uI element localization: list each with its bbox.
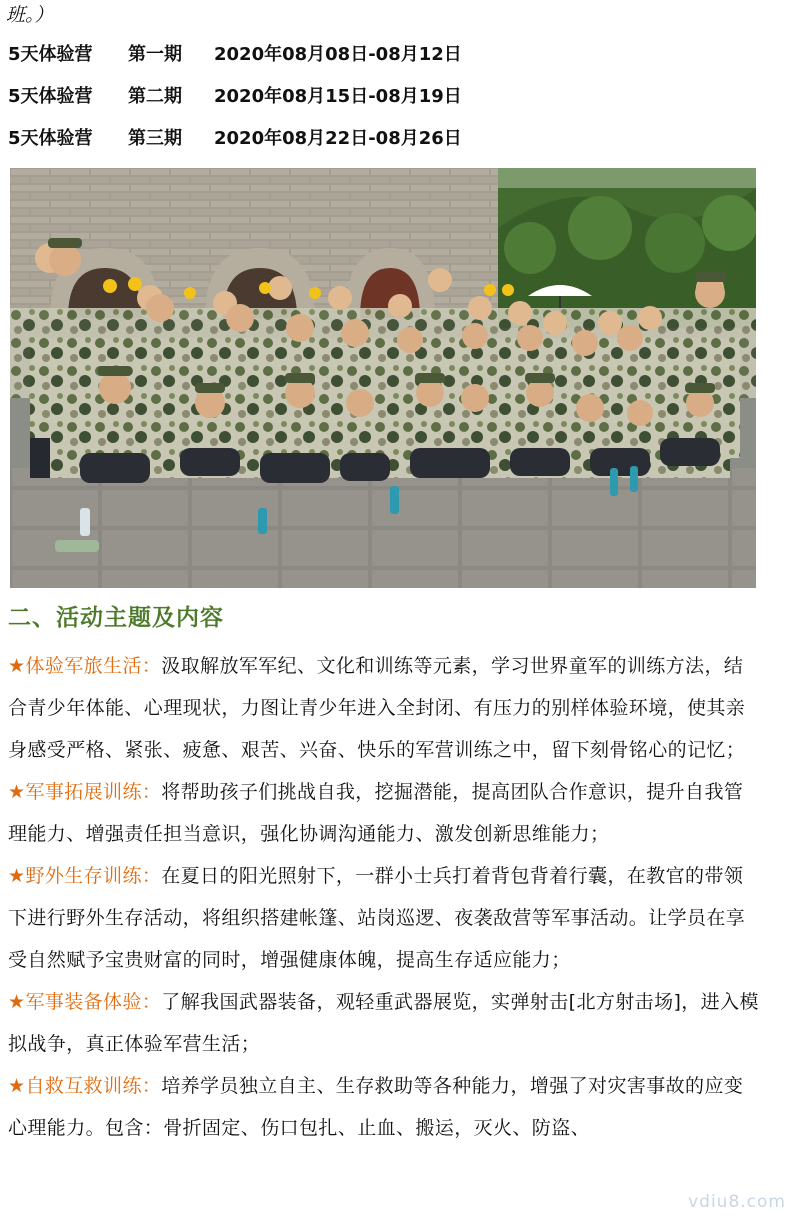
session-row bbox=[8, 84, 462, 110]
activity-text: 汲取解放军军纪、文化和训练等元素，学习世界童军的训练方法，结合青少年体能、心理现状，力图让青少年进入全封闭、有压力的别样体验环境，使其亲身感受严格、紧张、疲惫、艰苦、兴奋、快乐的军营训练之中，留下刻骨铭心的记忆； bbox=[8, 655, 746, 761]
activity-list bbox=[8, 645, 760, 1149]
group-photo-illustration bbox=[10, 168, 756, 588]
activity-label: 军事装备体验： bbox=[25, 991, 162, 1013]
session-type: 5天体验营 bbox=[8, 128, 93, 149]
group-photo bbox=[10, 168, 756, 588]
session-phase: 第二期 bbox=[128, 86, 182, 107]
activity-text: 将帮助孩子们挑战自我，挖掘潜能，提高团队合作意识，提升自我管理能力、增强责任担当意识，强化协调沟通能力、激发创新思维能力； bbox=[8, 781, 744, 845]
activity-item bbox=[8, 1065, 760, 1149]
activity-item bbox=[8, 855, 760, 981]
session-type: 5天体验营 bbox=[8, 44, 93, 65]
activity-text: 了解我国武器装备，观轻重武器展览，实弹射击[北方射击场]，进入模拟战争，真正体验军营生活； bbox=[8, 991, 759, 1055]
session-phase: 第一期 bbox=[128, 44, 182, 65]
session-type: 5天体验营 bbox=[8, 86, 93, 107]
star-icon: ★ bbox=[8, 865, 26, 887]
session-row bbox=[8, 42, 462, 68]
session-row bbox=[8, 126, 462, 152]
section-heading: 二、活动主题及内容 bbox=[8, 605, 224, 631]
session-dates: 2020年08月15日-08月19日 bbox=[214, 86, 462, 107]
activity-item bbox=[8, 645, 760, 771]
activity-label: 体验军旅生活： bbox=[25, 655, 162, 677]
activity-text: 培养学员独立自主、生存救助等各种能力，增强了对灾害事故的应变心理能力。包含：骨折固定、伤口包扎、止血、搬运，灭火、防盗、 bbox=[8, 1075, 744, 1139]
intro-fragment: 班。） bbox=[6, 4, 54, 26]
star-icon: ★ bbox=[8, 781, 26, 803]
session-dates: 2020年08月22日-08月26日 bbox=[214, 128, 462, 149]
star-icon: ★ bbox=[8, 655, 26, 677]
activity-label: 野外生存训练： bbox=[25, 865, 162, 887]
star-icon: ★ bbox=[8, 1075, 26, 1097]
star-icon: ★ bbox=[8, 991, 26, 1013]
activity-item bbox=[8, 771, 760, 855]
session-dates: 2020年08月08日-08月12日 bbox=[214, 44, 462, 65]
activity-text: 在夏日的阳光照射下，一群小士兵打着背包背着行囊，在教官的带领下进行野外生存活动，将组织搭建帐篷、站岗巡逻、夜袭敌营等军事活动。让学员在享受自然赋予宝贵财富的同时，增强健康体魄，提高生存适应能力； bbox=[8, 865, 746, 971]
watermark: vdiu8.com bbox=[688, 1192, 786, 1212]
session-phase: 第三期 bbox=[128, 128, 182, 149]
activity-label: 自救互救训练： bbox=[25, 1075, 162, 1097]
activity-item bbox=[8, 981, 760, 1065]
activity-label: 军事拓展训练： bbox=[25, 781, 162, 803]
